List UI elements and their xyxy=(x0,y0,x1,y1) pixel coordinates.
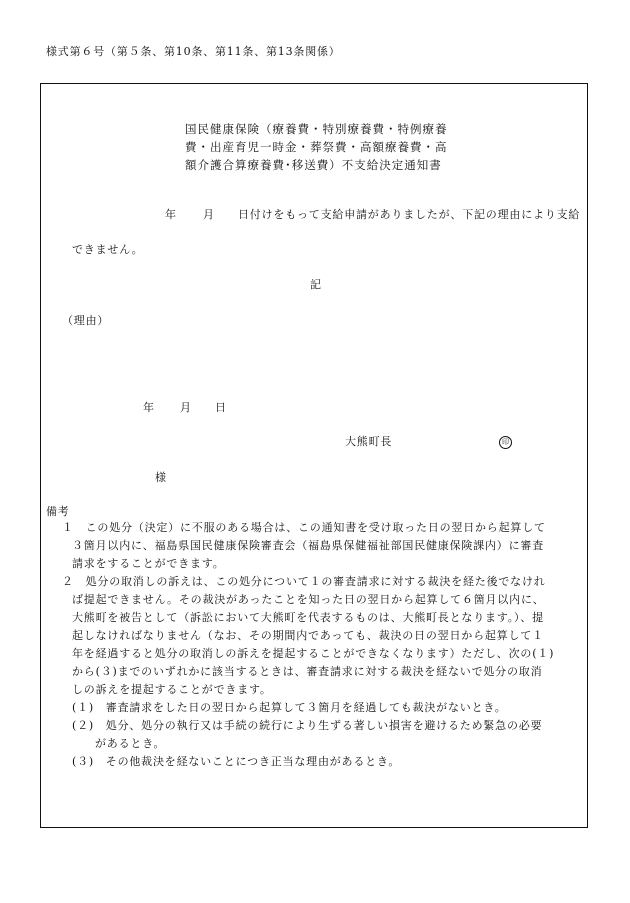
note-line: 請求をすることができます。 xyxy=(72,557,225,570)
document-frame xyxy=(40,83,588,828)
addressee-suffix: 様 xyxy=(155,471,167,484)
note-line: から(３)までのいずれかに該当するときは、審査請求に対する裁決を経ないで処分の取消 xyxy=(72,665,543,678)
application-text: 日付けをもって支給申請がありましたが、下記の理由により支給 xyxy=(238,208,581,221)
notes-heading: 備考 xyxy=(46,505,70,518)
seal-icon: 印 xyxy=(499,436,512,449)
form-number: 様式第６号（第５条、第10条、第11条、第13条関係） xyxy=(46,45,341,58)
issuer: 大熊町長 xyxy=(345,435,393,448)
note-line: ３箇月以内に、福島県国民健康保険審査会（福島県保健福祉部国民健康保険課内）に審査 xyxy=(72,539,544,552)
note-line: があるとき。 xyxy=(95,737,166,750)
note-line: しの訴えを提起することができます。 xyxy=(72,683,272,696)
note-line: 大熊町を被告として（訴訟において大熊町を代表するものは、大熊町長となります。）、提 xyxy=(72,611,544,624)
application-continuation: できません。 xyxy=(72,243,144,256)
title-line-1: 国民健康保険（療養費・特別療養費・特例療養 xyxy=(185,122,448,136)
note-line: (２) 処分、処分の執行又は手続の続行により生ずる著しい損害を避けるため緊急の必要 xyxy=(72,719,543,732)
reason-label: （理由） xyxy=(62,314,110,327)
note-line: 起しなければなりません（なお、その期間内であっても、裁決の日の翌日から起算して１ xyxy=(72,629,544,642)
note-line: １ この処分（決定）に不服のある場合は、この通知書を受け取った日の翌日から起算して xyxy=(62,521,546,534)
ki-heading: 記 xyxy=(310,278,322,291)
note-line: ２ 処分の取消しの訴えは、この処分について１の審査請求に対する裁決を経た後でなけれ xyxy=(62,575,546,588)
note-line: 年を経過すると処分の取消しの訴えを提起することができなくなります）ただし、次の(１) xyxy=(72,647,555,660)
note-line: (１) 審査請求をした日の翌日から起算して３箇月を経過しても裁決がないとき。 xyxy=(72,701,507,714)
title-line-2: 費・出産育児一時金・葬祭費・高額療養費・高 xyxy=(185,140,448,154)
application-year: 年 xyxy=(165,208,177,221)
issue-day: 日 xyxy=(215,401,227,414)
issue-year: 年 xyxy=(143,401,155,414)
title-line-3: 額介護合算療養費･移送費）不支給決定通知書 xyxy=(185,158,442,172)
note-line: ば提起できません。その裁決があったことを知った日の翌日から起算して６箇月以内に、 xyxy=(72,593,545,606)
issue-month: 月 xyxy=(180,401,192,414)
note-line: (３) その他裁決を経ないことにつき正当な理由があるとき。 xyxy=(72,755,401,768)
application-month: 月 xyxy=(203,208,215,221)
